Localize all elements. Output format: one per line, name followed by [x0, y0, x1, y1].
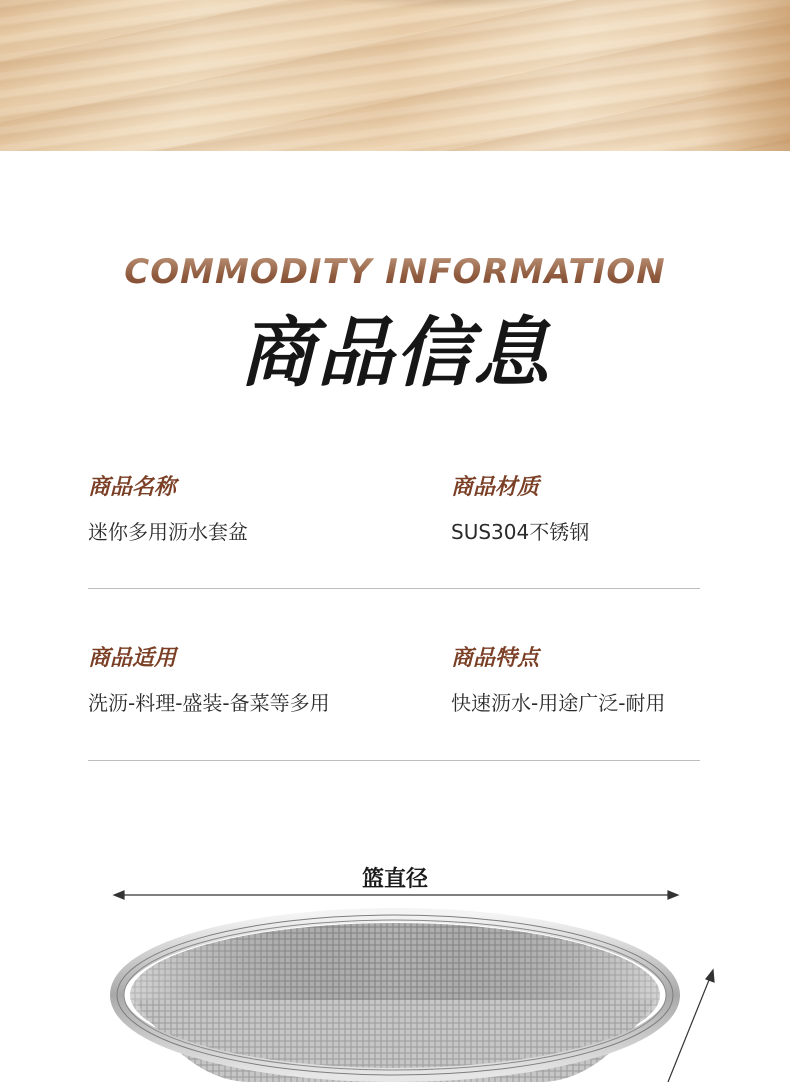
info-label-name: 商品名称 [88, 475, 177, 500]
info-label-material: 商品材质 [451, 475, 540, 500]
info-value-features: 快速沥水-用途广泛-耐用 [451, 691, 666, 715]
info-value-usage: 洗沥-料理-盛装-备菜等多用 [88, 691, 330, 715]
info-value-name: 迷你多用沥水套盆 [88, 520, 248, 544]
section-title-en: COMMODITY INFORMATION [0, 252, 790, 292]
mesh-basket-image [0, 900, 790, 1082]
info-value-material: SUS304不锈钢 [451, 520, 590, 544]
diameter-arrow [114, 891, 678, 899]
info-label-features: 商品特点 [451, 646, 540, 671]
info-label-usage: 商品适用 [88, 646, 177, 671]
section-title-cn: 商品信息 [239, 308, 551, 397]
diameter-label: 篮直径 [361, 867, 428, 892]
